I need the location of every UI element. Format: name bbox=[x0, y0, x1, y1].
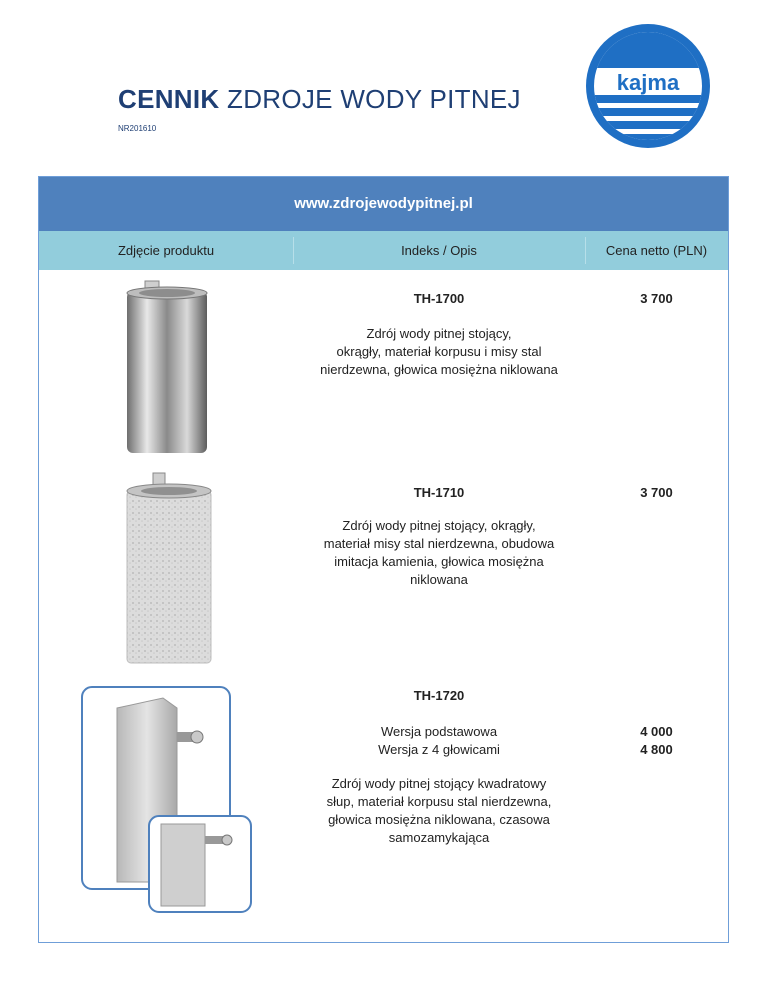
page-title: CENNIK ZDROJE WODY PITNEJ bbox=[118, 84, 521, 114]
variant-four-heads: Wersja z 4 głowicami bbox=[378, 742, 500, 757]
kajma-logo bbox=[581, 24, 715, 148]
product-description: Zdrój wody pitnej stojący kwadratowy słup, materiał korpusu stal nierdzewna, głowica mosiężna niklowana, czasowa samozamykająca bbox=[326, 776, 552, 845]
column-header-price: Cena netto (PLN) bbox=[605, 243, 708, 258]
product-description: Zdrój wody pitnej stojący, okrągły, materiał misy stal nierdzewna, obudowa imitacja kamienia, głowica mosiężna niklowana bbox=[323, 518, 555, 587]
square-steel-fountain-icon bbox=[81, 686, 255, 916]
variant-basic-price: 4 000 bbox=[640, 724, 673, 739]
stone-fountain-icon bbox=[119, 469, 219, 667]
column-header-index: Indeks / Opis bbox=[401, 243, 477, 258]
product-description: Zdrój wody pitnej stojący, okrągły, materiał korpusu i misy stal nierdzewna, głowica mosiężna niklowana bbox=[320, 326, 558, 377]
product-index: TH-1710 bbox=[413, 485, 465, 500]
document-number: NR201610 bbox=[118, 124, 157, 133]
column-header-photo: Zdjęcie produktu bbox=[117, 243, 215, 258]
product-index: TH-1720 bbox=[413, 688, 465, 703]
variant-basic: Wersja podstawowa bbox=[380, 724, 498, 739]
header-divider bbox=[585, 237, 586, 264]
product-price: 3 700 bbox=[640, 291, 673, 306]
round-steel-fountain-icon bbox=[115, 273, 215, 458]
header-divider bbox=[293, 237, 294, 264]
website-banner[interactable]: www.zdrojewodypitnej.pl bbox=[39, 177, 728, 231]
price-table bbox=[38, 176, 729, 943]
variant-four-heads-price: 4 800 bbox=[640, 742, 673, 757]
product-price: 3 700 bbox=[640, 485, 673, 500]
logo-text: kajma bbox=[616, 70, 680, 95]
product-index: TH-1700 bbox=[413, 291, 465, 306]
table-header bbox=[39, 231, 728, 270]
